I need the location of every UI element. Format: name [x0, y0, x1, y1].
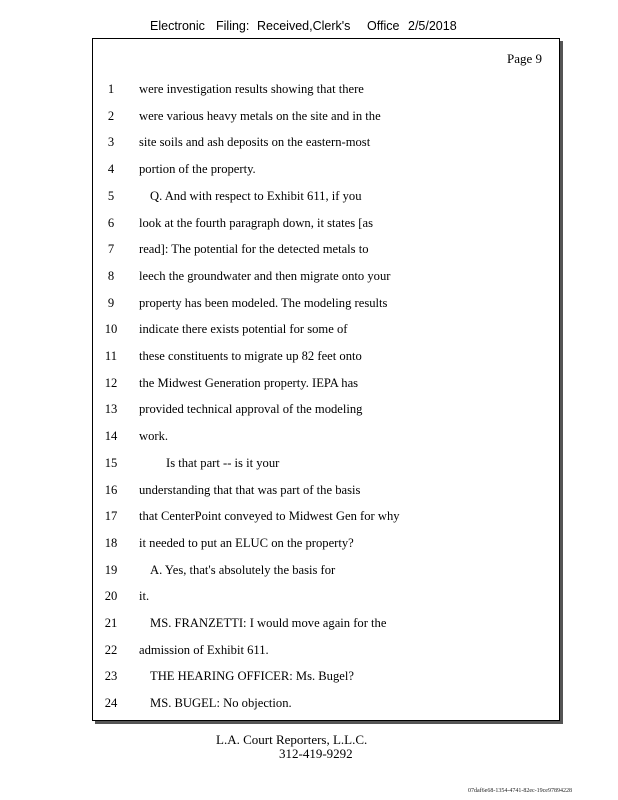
transcript-line [93, 506, 559, 526]
line-number: 2 [107, 108, 115, 123]
line-text: property has been modeled. The modeling results [139, 295, 388, 310]
line-number: 11 [104, 349, 118, 363]
transcript-line [93, 560, 559, 580]
line-number: 21 [104, 616, 118, 630]
line-text: indicate there exists potential for some of [139, 322, 348, 337]
line-number: 19 [104, 562, 118, 577]
transcript-line [93, 159, 559, 179]
transcript-line [93, 373, 559, 393]
transcript-line [93, 346, 559, 366]
document-id: 07daf6e68-1354-4741-82ec-19ce97894228 [468, 788, 572, 794]
line-text: MS. FRANZETTI: I would move again for the [150, 616, 387, 630]
transcript-line [93, 399, 559, 419]
line-number: 8 [107, 268, 115, 283]
line-text: understanding that that was part of the basis [139, 482, 361, 497]
line-number: 15 [104, 455, 118, 470]
line-text: that CenterPoint conveyed to Midwest Gen for why [139, 509, 400, 524]
filing-header [0, 19, 618, 37]
transcript-line [93, 239, 559, 259]
transcript-line [93, 453, 559, 473]
page-number: Page 9 [506, 51, 542, 66]
line-text: THE HEARING OFFICER: Ms. Bugel? [150, 669, 354, 684]
line-text: admission of Exhibit 611. [139, 642, 269, 657]
transcript-line [93, 480, 559, 500]
line-number: 9 [107, 295, 115, 310]
line-number: 13 [104, 402, 118, 417]
transcript-line [93, 79, 559, 99]
line-number: 24 [104, 696, 118, 711]
transcript-page [92, 38, 560, 721]
reporter-company: L.A. Court Reporters, L.L.C. [216, 732, 368, 747]
transcript-line [93, 106, 559, 126]
reporter-phone: 312-419-9292 [279, 746, 353, 761]
line-text: MS. BUGEL: No objection. [150, 696, 292, 711]
transcript-line [93, 586, 559, 606]
line-number: 7 [107, 242, 115, 257]
line-number: 16 [104, 482, 118, 497]
transcript-line [93, 213, 559, 233]
line-text: Q. And with respect to Exhibit 611, if you [150, 188, 362, 203]
line-number: 23 [104, 669, 118, 684]
header-word-received: Received,Clerk's [257, 19, 351, 33]
header-word-filing: Filing: [216, 19, 250, 33]
header-date: 2/5/2018 [408, 19, 457, 33]
transcript-line [93, 186, 559, 206]
line-text: A. Yes, that's absolutely the basis for [150, 562, 336, 577]
transcript-line [93, 640, 559, 660]
transcript-line [93, 693, 559, 713]
line-number: 18 [104, 535, 118, 550]
line-number: 3 [107, 135, 115, 150]
line-text: were investigation results showing that there [139, 82, 364, 96]
line-text: site soils and ash deposits on the eastern-most [139, 135, 371, 150]
header-word-electronic: Electronic [150, 19, 205, 33]
line-number: 10 [104, 322, 118, 337]
line-text: were various heavy metals on the site and in the [139, 108, 381, 123]
line-text: leech the groundwater and then migrate onto your [139, 268, 391, 283]
transcript-line [93, 613, 559, 633]
line-number: 12 [104, 375, 118, 390]
line-text: Is that part -- is it your [166, 455, 280, 470]
line-text: it needed to put an ELUC on the property? [139, 535, 354, 550]
line-number: 14 [104, 429, 118, 444]
header-word-office: Office [367, 19, 400, 33]
line-text: these constituents to migrate up 82 feet onto [139, 349, 362, 363]
transcript-line [93, 266, 559, 286]
line-text: work. [139, 429, 169, 444]
line-text: portion of the property. [139, 162, 256, 177]
line-number: 1 [107, 82, 115, 96]
line-number: 5 [107, 188, 115, 203]
line-number: 4 [107, 162, 115, 177]
line-text: it. [139, 589, 150, 604]
line-number: 6 [107, 215, 115, 230]
transcript-line [93, 293, 559, 313]
line-text: the Midwest Generation property. IEPA has [139, 375, 359, 390]
transcript-line [93, 533, 559, 553]
transcript-line [93, 666, 559, 686]
line-text: provided technical approval of the modeling [139, 402, 363, 417]
line-text: read]: The potential for the detected metals to [139, 242, 369, 257]
line-number: 20 [104, 589, 118, 604]
transcript-line [93, 319, 559, 339]
line-text: look at the fourth paragraph down, it states [as [139, 215, 373, 230]
line-number: 17 [104, 509, 118, 524]
transcript-line [93, 426, 559, 446]
transcript-line [93, 132, 559, 152]
line-number: 22 [104, 642, 118, 657]
